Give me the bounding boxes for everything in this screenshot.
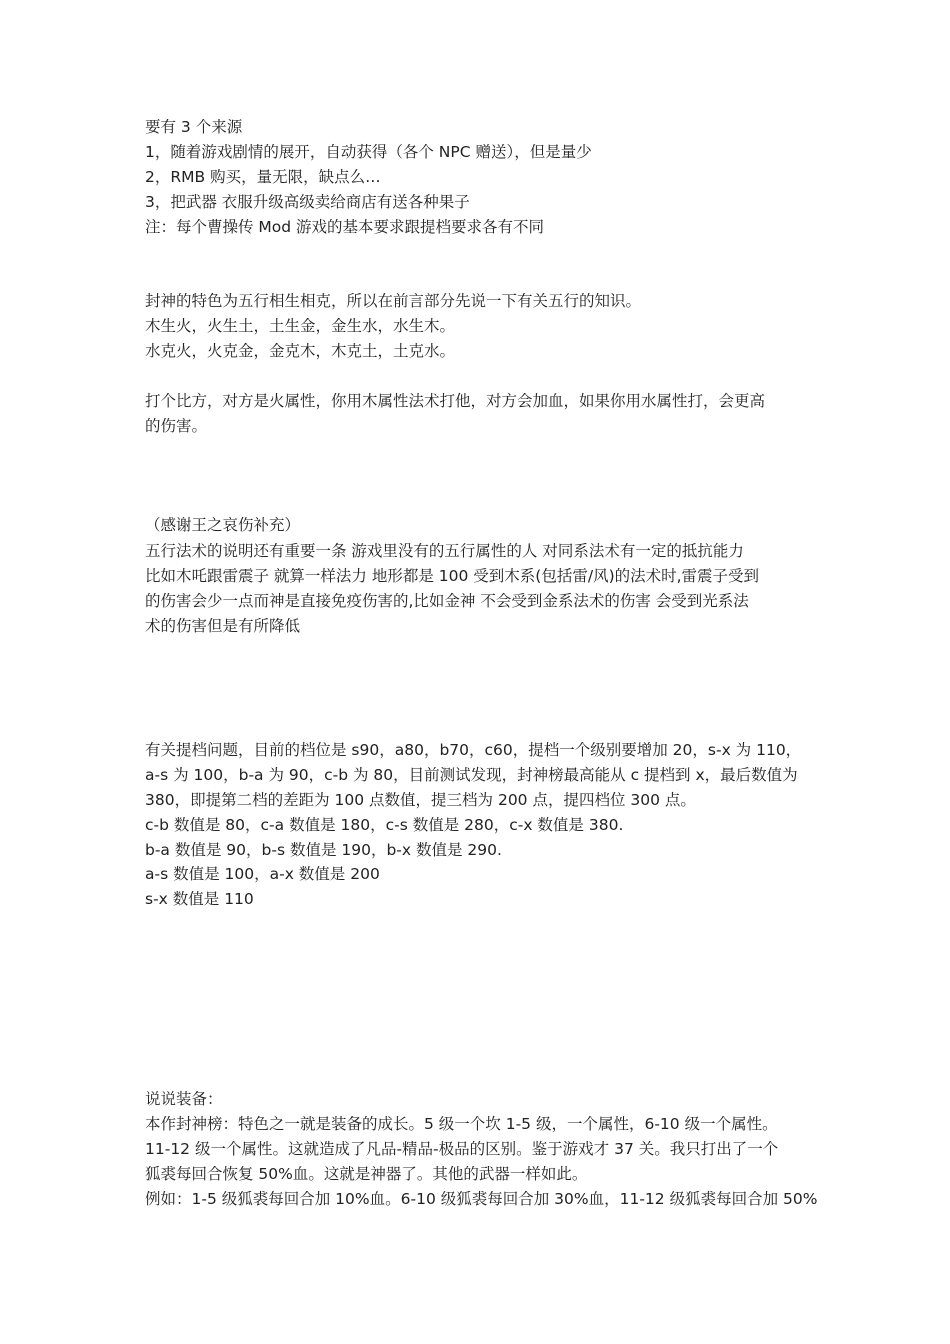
supplement-line-1: 五行法术的说明还有重要一条 游戏里没有的五行属性的人 对同系法术有一定的抵抗能力: [145, 542, 744, 560]
wuxing-sheng: 木生火，火生土，土生金，金生水，水生木。: [145, 317, 456, 335]
supplement-line-4: 术的伤害但是有所降低: [145, 617, 301, 635]
upgrade-line-2: a-s 为 100，b-a 为 90，c-b 为 80，目前测试发现，封神榜最高能从 c 提档到 x，最后数值为: [145, 766, 798, 784]
upgrade-line-1: 有关提档问题，目前的档位是 s90，a80，b70，c60，提档一个级别要增加 20，s-x 为 110，: [145, 741, 802, 759]
upgrade-line-6: a-s 数值是 100，a-x 数值是 200: [145, 865, 380, 883]
wuxing-example-line-1: 打个比方，对方是火属性，你用木属性法术打他，对方会加血，如果你用水属性打，会更高: [145, 392, 766, 410]
wuxing-ke: 水克火，火克金，金克木，木克土，土克水。: [145, 342, 456, 360]
sources-item-3: 3，把武器 衣服升级高级卖给商店有送各种果子: [145, 193, 470, 211]
upgrade-line-7: s-x 数值是 110: [145, 890, 254, 908]
supplement-line-3: 的伤害会少一点而神是直接免疫伤害的,比如金神 不会受到金系法术的伤害 会受到光系法: [145, 592, 749, 610]
supplement-credit: （感谢王之哀伤补充）: [145, 516, 301, 534]
sources-item-2: 2，RMB 购买，量无限，缺点么…: [145, 168, 381, 186]
upgrade-line-4: c-b 数值是 80，c-a 数值是 180，c-s 数值是 280，c-x 数值是 380.: [145, 816, 624, 834]
upgrade-line-3: 380，即提第二档的差距为 100 点数值，提三档为 200 点，提四档位 300 点。: [145, 791, 696, 809]
equipment-line-4: 例如：1-5 级狐裘每回合加 10%血。6-10 级狐裘每回合加 30%血，11-12 级狐裘每回合加 50%: [145, 1190, 818, 1208]
sources-heading: 要有 3 个来源: [145, 118, 243, 136]
upgrade-line-5: b-a 数值是 90，b-s 数值是 190，b-x 数值是 290.: [145, 841, 502, 859]
wuxing-example-line-2: 的伤害。: [145, 417, 208, 435]
equipment-line-3: 狐裘每回合恢复 50%血。这就是神器了。其他的武器一样如此。: [145, 1165, 588, 1183]
sources-item-1: 1，随着游戏剧情的展开，自动获得（各个 NPC 赠送），但是量少: [145, 143, 592, 161]
wuxing-intro: 封神的特色为五行相生相克，所以在前言部分先说一下有关五行的知识。: [145, 292, 642, 310]
equipment-line-2: 11-12 级一个属性。这就造成了凡品-精品-极品的区别。鉴于游戏才 37 关。我只打出了一个: [145, 1140, 779, 1158]
equipment-line-1: 本作封神榜：特色之一就是装备的成长。5 级一个坎 1-5 级，一个属性，6-10 级一个属性。: [145, 1115, 778, 1133]
equipment-heading: 说说装备：: [145, 1090, 223, 1108]
sources-note: 注：每个曹操传 Mod 游戏的基本要求跟提档要求各有不同: [145, 218, 545, 236]
supplement-line-2: 比如木吒跟雷震子 就算一样法力 地形都是 100 受到木系(包括雷/风)的法术时,雷震子受到: [145, 567, 760, 585]
